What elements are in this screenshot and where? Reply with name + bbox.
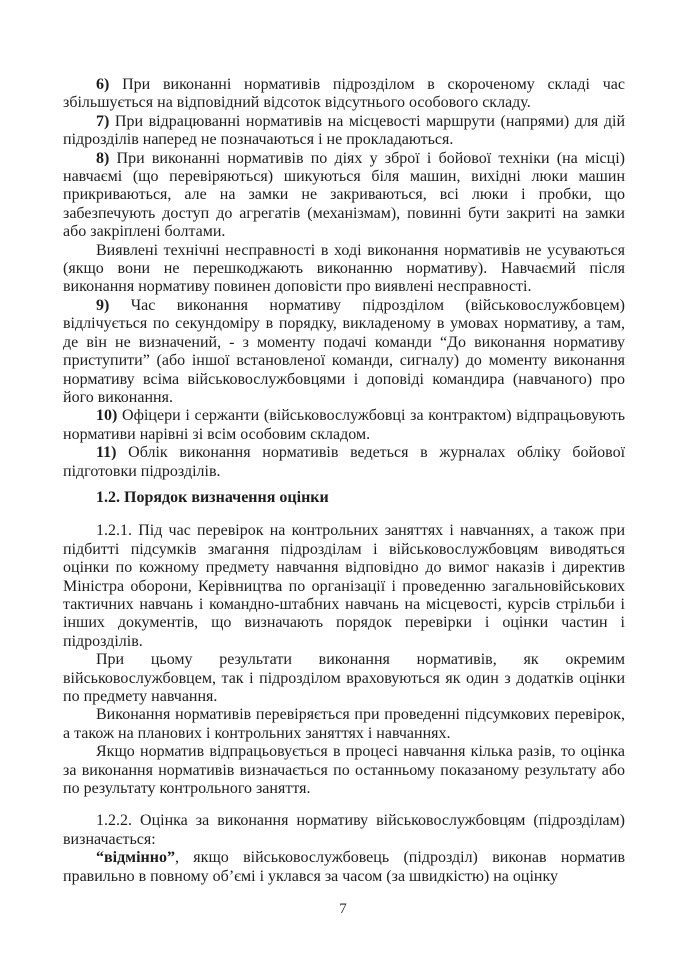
- paragraph-defects: [63, 242, 625, 297]
- paragraph-repeat: [63, 743, 625, 798]
- page-content: [63, 76, 625, 886]
- item-text-9: Час виконання нормативу підрозділом (військовослужбовцем) відлічується по секундоміру в порядку, викладеному в умовах нормативу, а там, де він не визначений, - з моменту подачі команди “До виконання нормативу приступити” (або іншої встановленої команди, сигналу) до моменту виконання нормативу всіма військовослужбовцями і доповіді командира (навчаного) про його виконання.: [63, 296, 626, 406]
- paragraph-item-7: [63, 113, 625, 150]
- paragraph-item-9: [63, 297, 625, 407]
- section-heading: 1.2. Порядок визначення оцінки: [96, 488, 329, 506]
- item-text-10: Офіцери і сержанти (військовослужбовці за контрактом) відпрацьовують нормативи нарівні зі всім особовим складом.: [63, 407, 626, 443]
- paragraph-1-2-1: [63, 522, 625, 651]
- paragraph-1-2-2-text: 1.2.2. Оцінка за виконання нормативу військовослужбовцям (підрозділам) визначається:: [63, 812, 625, 848]
- paragraph-item-11: [63, 444, 625, 481]
- paragraph-item-10: [63, 407, 625, 444]
- grade-term: “відмінно”: [96, 849, 175, 867]
- item-number-8: 8): [96, 149, 110, 167]
- paragraph-checks-text: Виконання нормативів перевіряється при проведенні підсумкових перевірок, а також на планових і контрольних заняттях і навчаннях.: [63, 706, 625, 742]
- item-number-7: 7): [96, 112, 110, 130]
- paragraph-1-2-2: [63, 812, 625, 849]
- paragraph-defects-text: Виявлені технічні несправності в ході виконання нормативів не усуваються (якщо вони не перешкоджають виконанню нормативу). Навчаємий після виконання нормативу повинен доповісти про виявлені несправності.: [63, 241, 625, 296]
- item-number-6: 6): [96, 76, 110, 93]
- item-text-6: При виконанні нормативів підрозділом в скороченому складі час збільшується на відповідний відсоток відсутнього особового складу.: [63, 76, 625, 112]
- paragraph-results-text: При цьому результати виконання нормативів, як окремим військовослужбовцем, так і підрозділом враховуються як один з додатків оцінки по предмету навчання.: [63, 651, 625, 705]
- paragraph-grade-excellent: [63, 849, 625, 886]
- item-number-10: 10): [96, 407, 118, 425]
- item-number-9: 9): [96, 296, 110, 314]
- item-text-11: Облік виконання нормативів ведеться в журналах обліку бойової підготовки підрозділів.: [63, 444, 626, 480]
- paragraph-1-2-1-text: 1.2.1. Під час перевірок на контрольних заняттях і навчаннях, а також при підбитті підсумків змагання підрозділам і військовослужбовцям виводяться оцінки по кожному предмету навчання відповідно до вимог наказів і директив Міністра оборони, Керівництва по організації і проведенню загальновійськових тактичних навчань і командно-штабних навчань на місцевості, курсів стрільби і інших документів, що визначають порядок перевірки і оцінки частин і підрозділів.: [63, 522, 625, 650]
- paragraph-checks: [63, 706, 625, 743]
- grade-text: , якщо військовослужбовець (підрозділ) виконав норматив правильно в повному об’ємі і уклався за часом (за швидкістю) на оцінку: [63, 849, 625, 885]
- item-text-7: При відрацюванні нормативів на місцевості маршрути (напрями) для дій підрозділів наперед не позначаються і не прокладаються.: [63, 112, 626, 149]
- paragraph-repeat-text: Якщо норматив відпрацьовується в процесі навчання кілька разів, то оцінка за виконання нормативів визначається по останньому показаному результату або по результату контрольного заняття.: [63, 743, 625, 798]
- item-text-8: При виконанні нормативів по діях у зброї і бойової техніки (на місці) навчаємі (що перевіряються) шикуються біля машин, вихідні люки машин прикриваються, але на замки не закриваються, всі люки і пробки, що забезпечують доступ до агрегатів (механізмам), повинні бути закриті на замки або закріплені болтами.: [63, 149, 625, 241]
- page-number: 7: [339, 901, 347, 917]
- item-number-11: 11): [96, 444, 117, 462]
- paragraph-item-6: [63, 76, 625, 113]
- paragraph-results: [63, 651, 625, 706]
- paragraph-item-8: [63, 150, 625, 242]
